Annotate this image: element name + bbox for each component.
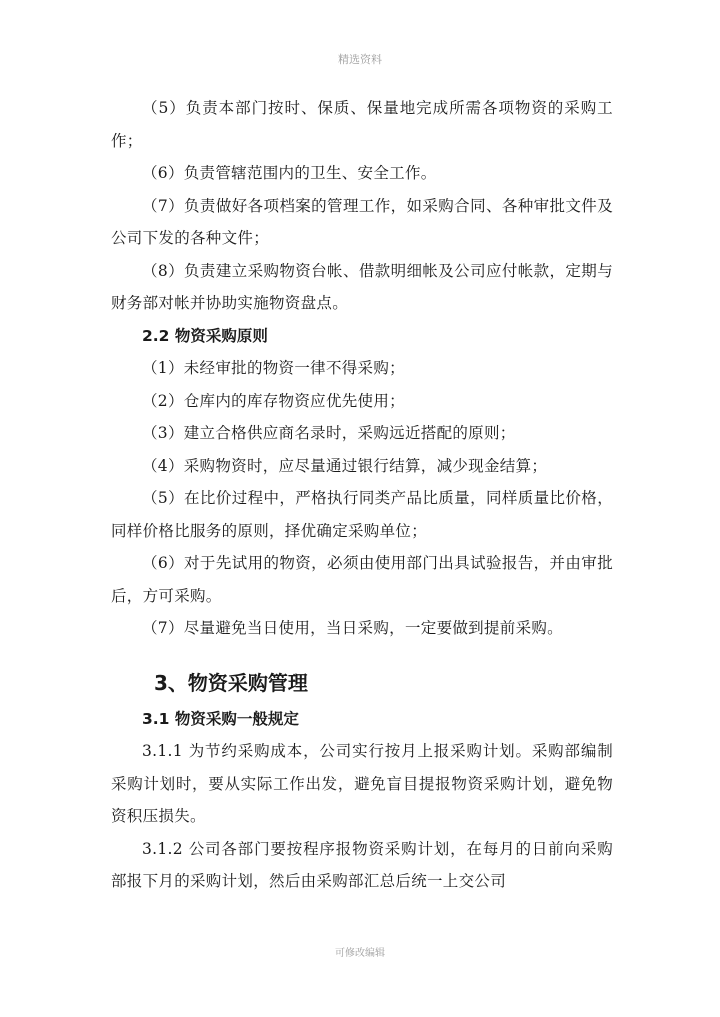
principle-item-5: （5）在比价过程中，严格执行同类产品比质量，同样质量比价格，同样价格比服务的原则，择优确定采购单位； bbox=[111, 489, 613, 540]
rule-item-3-1-2: 3.1.2 公司各部门要按程序报物资采购计划，在每月的日前向采购部报下月的采购计划，然后由采购部汇总后统一上交公司 bbox=[111, 839, 613, 890]
document-body bbox=[111, 92, 613, 898]
principle-item-6: （6）对于先试用的物资，必须由使用部门出具试验报告，并由审批后，方可采购。 bbox=[111, 554, 613, 605]
principle-item-3: （3）建立合格供应商名录时，采购远近搭配的原则； bbox=[142, 424, 516, 442]
principle-item-4: （4）采购物资时，应尽量通过银行结算，减少现金结算； bbox=[142, 456, 548, 475]
principle-item-7: （7）尽量避免当日使用，当日采购，一定要做到提前采购。 bbox=[142, 619, 563, 637]
section-heading-3: 3、物资采购管理 bbox=[154, 670, 308, 695]
duty-item-5: （5）负责本部门按时、保质、保量地完成所需各项物资的采购工作； bbox=[111, 99, 613, 150]
subsection-heading-3-1: 3.1 物资采购一般规定 bbox=[142, 709, 299, 728]
duty-item-7: （7）负责做好各项档案的管理工作，如采购合同、各种审批文件及公司下发的各种文件； bbox=[111, 196, 613, 247]
duty-item-6: （6）负责管辖范围内的卫生、安全工作。 bbox=[142, 164, 437, 182]
principle-item-1: （1）未经审批的物资一律不得采购； bbox=[142, 359, 405, 377]
duty-item-8: （8）负责建立采购物资台帐、借款明细帐及公司应付帐款，定期与财务部对帐并协助实施物资盘点。 bbox=[111, 261, 613, 312]
principle-item-2: （2）仓库内的库存物资应优先使用； bbox=[142, 391, 405, 410]
rule-item-3-1-1: 3.1.1 为节约采购成本，公司实行按月上报采购计划。采购部编制采购计划时，要从实际工作出发，避免盲目提报物资采购计划，避免物资积压损失。 bbox=[111, 742, 613, 825]
page-footer-note: 可修改编辑 bbox=[335, 948, 385, 959]
page-header-note: 精选资料 bbox=[338, 53, 382, 66]
subsection-heading-2-2: 2.2 物资采购原则 bbox=[142, 326, 268, 345]
